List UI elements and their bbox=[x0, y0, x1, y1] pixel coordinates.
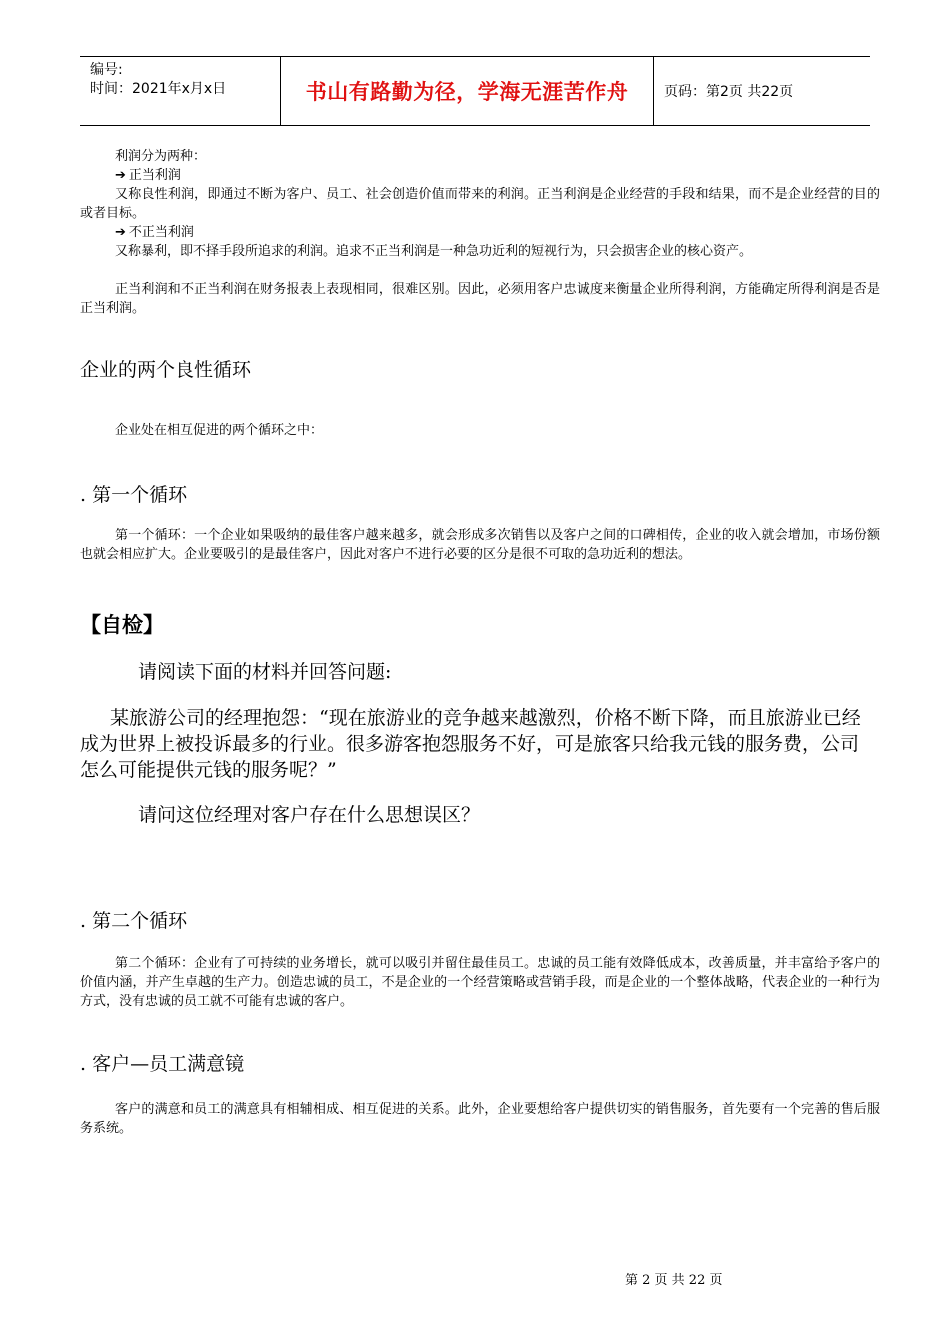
arrow-right-icon: ➔ bbox=[115, 225, 126, 240]
mirror-title: . 客户—员工满意镜 bbox=[80, 1053, 245, 1075]
serial-label: 编号: bbox=[90, 62, 123, 78]
cycles-intro: 企业处在相互促进的两个循环之中： bbox=[115, 423, 324, 438]
header-page-label: 页码：第2页 共22页 bbox=[664, 84, 794, 100]
second-cycle-title: . 第二个循环 bbox=[80, 910, 188, 932]
arrow-right-icon: ➔ bbox=[115, 168, 126, 183]
self-check-prompt: 请阅读下面的材料并回答问题: bbox=[138, 661, 392, 683]
header-motto: 书山有路勤为径，学海无涯苦作舟 bbox=[305, 80, 629, 104]
mirror-desc: 客户的满意和员工的满意具有相辅相成、相互促进的关系。此外，企业要想给客户提供切实的销售服务，首先要有一个完善的售后服务系统。 bbox=[80, 1102, 880, 1136]
time-label: 时间：2021年x月x日 bbox=[90, 81, 227, 97]
legit-profit-heading bbox=[115, 166, 181, 185]
first-cycle-title: . 第一个循环 bbox=[80, 484, 188, 506]
document-header bbox=[80, 56, 870, 126]
legit-profit-desc: 又称良性利润，即通过不断为客户、员工、社会创造价值而带来的利润。正当利润是企业经营的手段和结果，而不是企业经营的目的或者目标。 bbox=[80, 187, 880, 221]
cycles-title: 企业的两个良性循环 bbox=[80, 359, 252, 381]
self-check-material: 某旅游公司的经理抱怨：“现在旅游业的竞争越来越激烈，价格不断下降，而且旅游业已经成为世界上被投诉最多的行业。很多游客抱怨服务不好，可是旅客只给我元钱的服务费，公司怎么可能提供元钱的服务呢？” bbox=[80, 707, 861, 781]
header-page-cell bbox=[654, 57, 870, 125]
self-check-title: 【自检】 bbox=[80, 613, 164, 637]
profit-compare: 正当利润和不正当利润在财务报表上表现相同，很难区别。因此，必须用客户忠诚度来衡量企业所得利润，方能确定所得利润是否是正当利润。 bbox=[80, 282, 880, 316]
second-cycle-desc: 第二个循环：企业有了可持续的业务增长，就可以吸引并留住最佳员工。忠诚的员工能有效降低成本，改善质量，并丰富给予客户的价值内涵，并产生卓越的生产力。创造忠诚的员工，不是企业的一个经营策略或营销手段，而是企业的一个整体战略，代表企业的一种行为方式，没有忠诚的员工就不可能有忠诚的客户。 bbox=[80, 956, 880, 1009]
first-cycle-desc: 第一个循环：一个企业如果吸纳的最佳客户越来越多，就会形成多次销售以及客户之间的口碑相传，企业的收入就会增加，市场份额也就会相应扩大。企业要吸引的是最佳客户，因此对客户不进行必要的区分是很不可取的急功近利的想法。 bbox=[80, 528, 880, 562]
illegit-profit-desc: 又称暴利，即不择手段所追求的利润。追求不正当利润是一种急功近利的短视行为，只会损害企业的核心资产。 bbox=[115, 244, 753, 259]
profit-intro: 利润分为两种： bbox=[115, 149, 207, 164]
legit-profit-title: 正当利润 bbox=[128, 168, 181, 183]
illegit-profit-heading bbox=[115, 223, 194, 242]
illegit-profit-title: 不正当利润 bbox=[128, 225, 194, 240]
header-motto-cell bbox=[281, 57, 654, 125]
header-meta-cell bbox=[80, 57, 281, 125]
self-check-question: 请问这位经理对客户存在什么思想误区？ bbox=[138, 804, 481, 826]
page-footer: 第 2 页 共 22 页 bbox=[625, 1273, 723, 1288]
